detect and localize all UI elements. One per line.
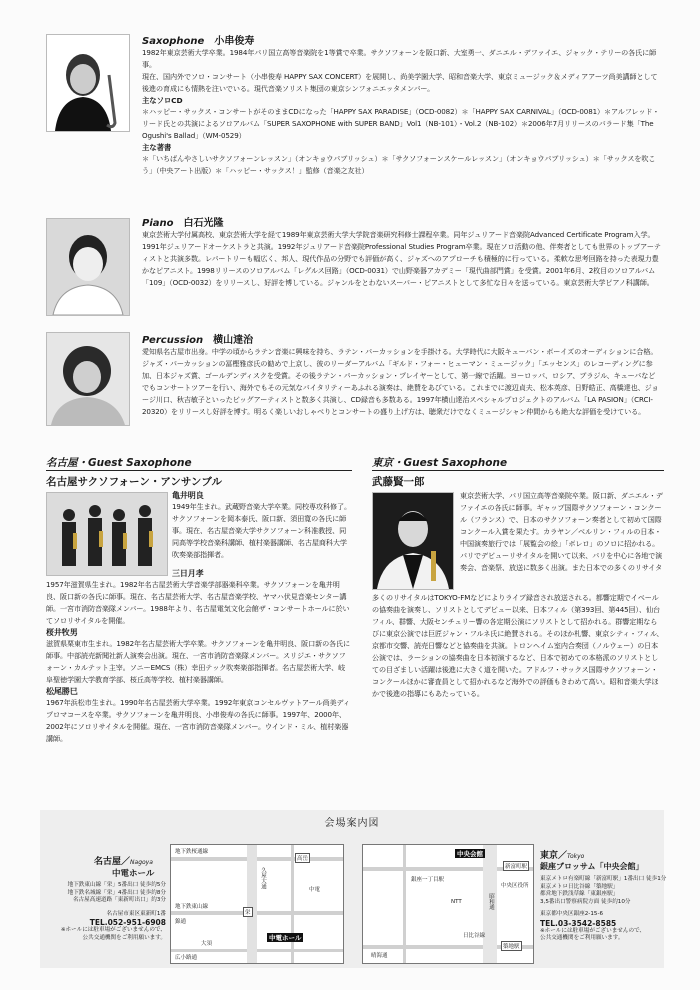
saxophone-performer-heading xyxy=(142,32,254,47)
member-name: 三日月孝 xyxy=(172,569,204,578)
station-box: 高岳 xyxy=(295,853,310,863)
road xyxy=(247,845,257,963)
nagoya-ensemble-name: 名古屋サクソフォーン・アンサンブル xyxy=(46,476,222,488)
cd-list: ＊ハッピー・サックス・コンサートがそのままCDになった「HAPPY SAX PARADISE」（OCD-0082）＊「HAPPY SAX CARNIVAL」（OCD-0081）＊アルフレッド・リード氏との共演によるソロアルバム「SUPER SAXOPHONE with SUPER BAND」Vol1（NB-101）・Vol.2（NB-102）＊2006年7月リリースのバラード集「The Ogushi's Ballad」（WM-0529） xyxy=(142,107,660,140)
street-label: 広小路通 xyxy=(175,955,198,961)
place-label: NTT xyxy=(451,899,462,905)
address: 東京都中央区銀座2-15-6 xyxy=(540,911,604,917)
street-label: 久屋大通 xyxy=(260,867,266,889)
road xyxy=(171,857,343,861)
group-image xyxy=(47,493,167,575)
tel: TEL.052-951-6908 xyxy=(89,918,166,927)
guest-label: ・Guest Saxophone xyxy=(77,457,192,469)
portrait-image xyxy=(47,219,129,315)
road xyxy=(171,911,343,915)
nagoya-city: 名古屋／Nagoya xyxy=(94,857,153,867)
station-box: 新富町駅 xyxy=(503,861,529,871)
piano-performer-heading xyxy=(142,214,224,229)
bio-paragraph: 現在、国内外でソロ・コンサート（小串俊寿 HAPPY SAX CONCERT）を展開し、尚美学園大学、昭和音楽大学、東京ミュージック＆メディアアーツ尚美講師として後進の育成にも情熱を注いでいる。現代音楽ソリスト集団の東京シンフォニエッタメンバー。 xyxy=(142,72,658,93)
station-box: 栄 xyxy=(243,907,253,917)
member-bio: 1967年浜松市生まれ。1990年名古屋芸術大学卒業。1992年東京コンセルヴァトアール尚美ディプロマコースを卒業。サクソフォーンを亀井明良、小串俊寿の各氏に師事。1997年、2000年、2002年にソロリサイタルを開催。現在、一宮市消防音楽隊メンバー。ウインド・ミル、植村楽器講師。 xyxy=(46,698,350,743)
tokyo-guest-name: 武藤賢一郎 xyxy=(372,476,425,488)
cd-label: 主なソロCD xyxy=(142,96,183,105)
tokyo-venue-name: 銀座ブロッサム「中央会館」 xyxy=(540,862,644,871)
member-bio: 滋賀県栗東市生まれ。1982年名古屋芸術大学卒業。サクソフォーンを亀井明良、阪口新の各氏に師事。中部読売新聞社新人演奏会出演。現在、一宮市消防音楽隊メンバー。スリジエ・サクソフォーン・カルテット主宰。ソニーEMCS（株）幸田テック吹奏楽部指揮者。名古屋芸術大学、岐阜聖徳学園大学教育学部、桜丘高等学校、植村楽器講師。 xyxy=(46,639,351,684)
note-line: ※ホールには駐車場がございませんので、 xyxy=(540,927,646,934)
instrument-label: Percussion xyxy=(142,335,204,346)
area-label: 大須 xyxy=(201,941,213,947)
nagoya-venue-name: 中電ホール xyxy=(112,869,155,879)
address: 名古屋市東区東新町1番 xyxy=(106,910,166,917)
performer-name: 白石光隆 xyxy=(183,218,224,229)
member-name: 松尾勝巳 xyxy=(46,687,78,696)
road xyxy=(403,845,406,963)
instrument-label: Saxophone xyxy=(142,36,205,47)
city-name-en: Nagoya xyxy=(130,859,153,866)
access-line: 地下鉄東山線「栄」5番出口 徒歩約5分 xyxy=(67,882,166,888)
access-line: 東京メトロ日比谷線「築地駅」 xyxy=(540,883,619,890)
city-label: 名古屋 xyxy=(46,457,78,469)
nagoya-access xyxy=(58,882,166,942)
city-name: 名古屋 xyxy=(94,857,122,867)
city-label: 東京 xyxy=(372,457,393,469)
tokyo-map xyxy=(362,844,534,964)
ensemble-photo xyxy=(46,492,168,576)
performer-name: 横山達治 xyxy=(213,335,254,346)
note-line: ※ホールには駐車場がございませんので、 xyxy=(60,927,166,933)
venue-marker: 中電ホール xyxy=(269,934,302,942)
books-list: ＊「いちばんやさしいサクソフォーンレッスン」（オンキョウパブリッシュ）＊「サクソフォーンスケールレッスン」（オンキョウパブリッシュ）＊「サックスを吹こう」（中央アート出版）＊「ハッピー・サックス！」監修（音楽之友社） xyxy=(142,154,656,175)
access-line: 都営地下鉄浅草線「東銀座駅」 xyxy=(540,891,619,897)
percussion-performer-heading xyxy=(142,331,253,346)
street-label: 錦通 xyxy=(175,919,187,925)
road xyxy=(291,845,294,963)
bio-paragraph: 東京芸術大学付属高校、東京芸術大学を経て1989年東京芸術大学大学院音楽研究科修士課程卒業。同年ジュリアード音楽院Advanced Certificate Program入学。1991年ジュリアードオーケストラと共演。1992年ジュリアード音楽院Professional Studies Program卒業。現在ソロ活動の他、伴奏者としても世界のトップアーティストと共演多数。レパートリーも幅広く、邦人、現代作品の分野でも評価が高く、ジャズへのアプローチも積極的に行っている。柔軟な思考回路を持った表現力豊かなピアニスト。1998リリースのソロアルバム「レグルス回路」（OCD-0031）で山野楽器アカデミー「現代曲部門賞」を受賞。2001年6月、2枚目のソロアルバム「109」（OCD-0032）をリリースし、好評を博している。ジャンルをとわないスーパー・ピアニストとして多忙な日々を送っている。東京芸術大学ピアノ科講師。 xyxy=(142,230,661,287)
tokyo-guest-bio xyxy=(460,490,664,574)
piano-performer-bio xyxy=(142,229,662,289)
area-label: 中電 xyxy=(309,887,321,893)
nagoya-members-rest xyxy=(46,568,352,745)
venue-guide xyxy=(40,810,667,968)
access-line: 名古屋高速道路「東新町出口」約3分 xyxy=(72,897,166,903)
portrait-image xyxy=(373,493,453,589)
saxophone-performer-photo xyxy=(46,34,130,132)
bio-paragraph-top: 東京芸術大学、パリ国立高等音楽院卒業。阪口新、ダニエル・デファイエの各氏に師事。ギャップ国際サクソフォーン・コンクール（フランス）で、日本のサクソフォーン奏者として初めて国際コンクール入賞を果たす。カラヤン／ベルリン・フィルの日本・中国演奏旅行では「展覧会の絵」「ボレロ」のソロに招かれる。パリでデビューリサイタルを開いて以来、パリを中心に各地で演奏会、音楽祭、放送に数多く出演。また日本での多くのリサイタ xyxy=(460,491,663,572)
access-line: 地下鉄名城線「栄」4番出口 徒歩約8分 xyxy=(67,889,166,896)
tokyo-guest-heading xyxy=(372,455,507,470)
line-label: 日比谷線 xyxy=(463,933,486,939)
percussion-performer-bio xyxy=(142,346,662,418)
portrait-image xyxy=(47,35,129,131)
guide-title: 会場案内図 xyxy=(324,818,380,829)
venue-marker: 中央会館 xyxy=(457,850,483,858)
member-bio: 1957年滋賀県生まれ。1982年名古屋芸術大学音楽学部器楽科卒業。サクソフォーンを亀井明良、阪口新の各氏に師事。現在、名古屋芸術大学、名古屋音楽学校、ヤマハ伏見音楽センター講師。一宮市消防音楽隊メンバー。1988年より、名古屋電気文化会館ザ・コンサートホールに於いてソロリサイタルを開催。 xyxy=(46,580,350,625)
line-label: 地下鉄桜通線 xyxy=(175,849,209,855)
performer-name: 小串俊寿 xyxy=(214,36,255,47)
member-bio: 1949年生まれ。武蔵野音楽大学卒業。同校専攻科修了。サクソフォーンを岡本泰氏、阪口新、須田寛の各氏に師事。現在、名古屋音楽大学サクソフォーン科准教授、同同高等学校音楽科講師、植村楽器講師、名古屋商科大学吹奏楽部指揮者。 xyxy=(172,502,351,559)
note-line: 公共交通機関をご利用願います。 xyxy=(82,934,166,941)
station-label: 銀座一丁目駅 xyxy=(411,877,445,883)
portrait-image xyxy=(47,333,129,425)
nagoya-member-first xyxy=(172,490,352,561)
tokyo-guest-photo xyxy=(372,492,454,590)
road xyxy=(171,949,343,952)
saxophone-performer-bio xyxy=(142,47,662,177)
city-name: 東京 xyxy=(540,851,559,861)
member-name: 桜井牧男 xyxy=(46,628,78,637)
guest-label: ・Guest Saxophone xyxy=(393,457,508,469)
nagoya-guest-heading xyxy=(46,455,192,470)
bio-paragraph-continued: 多くのリサイタルはTOKYO-FMなどによりライブ録音され放送される。都響定期でイベールの協奏曲を演奏し、ソリストとしてデビュー以来、日本フィル（第393回、第445回）、仙台フィル、群響、大阪センチュリー響の各定期公演にソリストとして招かれる。群響定期ならびに東京公演では巨匠ジャン・フルネ氏に絶賛される。そのほか札響、東京シティ・フィル、京都市交響、読売日響などと協奏曲を共演。トロンヘイム室内合奏団（ノルウェー）の日本公演では、ラーションの協奏曲を日本初演するなど、日本で初めての本格派のソリストとしての目ざましい活躍は後進に大きく道を開いた。アドルフ・サックス国際サクソフォーン・コンクールほかに審査員として招かれるなど海外での評価もきわめて高い。昭和音楽大学ほかで後進の指導にもあたっている。 xyxy=(372,593,664,698)
line-label: 地下鉄東山線 xyxy=(175,904,209,910)
tel: TEL.03-3542-8585 xyxy=(540,918,617,928)
street-label: 晴海通 xyxy=(371,953,388,959)
percussion-performer-photo xyxy=(46,332,130,426)
street-label: 昭和通 xyxy=(488,893,494,910)
books-label: 主な著書 xyxy=(142,143,172,152)
access-line: 東京メトロ有楽町線「新富町駅」1番出口 徒歩1分 xyxy=(540,876,667,882)
piano-performer-photo xyxy=(46,218,130,316)
place-label: 中央区役所 xyxy=(501,883,529,889)
tokyo-city: 東京／Tokyo xyxy=(540,851,585,861)
tokyo-access xyxy=(540,876,667,943)
bio-paragraph: 1982年東京芸術大学卒業。1984年パリ国立高等音楽院を1等賞で卒業。サクソフォーンを阪口新、大室勇一、ダニエル・デファイエ、ジャック・テリーの各氏に師事。 xyxy=(142,48,657,69)
bio-paragraph: 愛知県名古屋市出身。中学の頃からラテン音楽に興味を持ち、ラテン・パーカッションを手掛ける。大学時代に大阪キューバン・ボーイズのオーディションに合格。ジャズ・パーカッションの冨樫雅彦氏の勧めで上京し、彼のリーダーアルバム「ギルド・フォー・ヒューマン・ミュージック」「エッセンス」のレコーディングに参加、日本ジャズ賞、ゴールデンディスクを受賞。その後ラテン・パーカッション・プレイヤーとして、第一線で活躍。ヨーロッパ、ロシア、ブラジル、キューバなどでもコンサートツアーを行い、海外でもその元気なバイタリティーあふれる演奏は、絶賛をあびている。これまでに渡辺貞夫、松本英彦、日野皓正、高橋達也、ジョージ川口、秋吉敏子といったビッグアーティストと数多く共演し、CD録音も多数ある。1997年横山達治スペシャルプロジェクトのアルバム「LA PASION」（CRCI-20320）をリリースし好評を博す。明るく楽しいおしゃべりとコンサートの盛り上げ方は、聴衆だけでなくミュージシャン仲間からも絶大な評価を受けている。 xyxy=(142,347,659,416)
note-line: 公共交通機関をご利用願います。 xyxy=(540,935,624,941)
station-box: 築地駅 xyxy=(501,941,522,951)
nagoya-map xyxy=(170,844,344,964)
member-name: 亀井明良 xyxy=(172,491,204,500)
access-line: 3,5番出口警察病院方面 徒歩約10分 xyxy=(540,898,631,905)
city-name-en: Tokyo xyxy=(567,853,585,860)
instrument-label: Piano xyxy=(142,218,174,229)
tokyo-guest-bio-cont xyxy=(372,592,664,780)
nagoya-heading-rule xyxy=(46,470,352,471)
tokyo-heading-rule xyxy=(372,470,664,471)
